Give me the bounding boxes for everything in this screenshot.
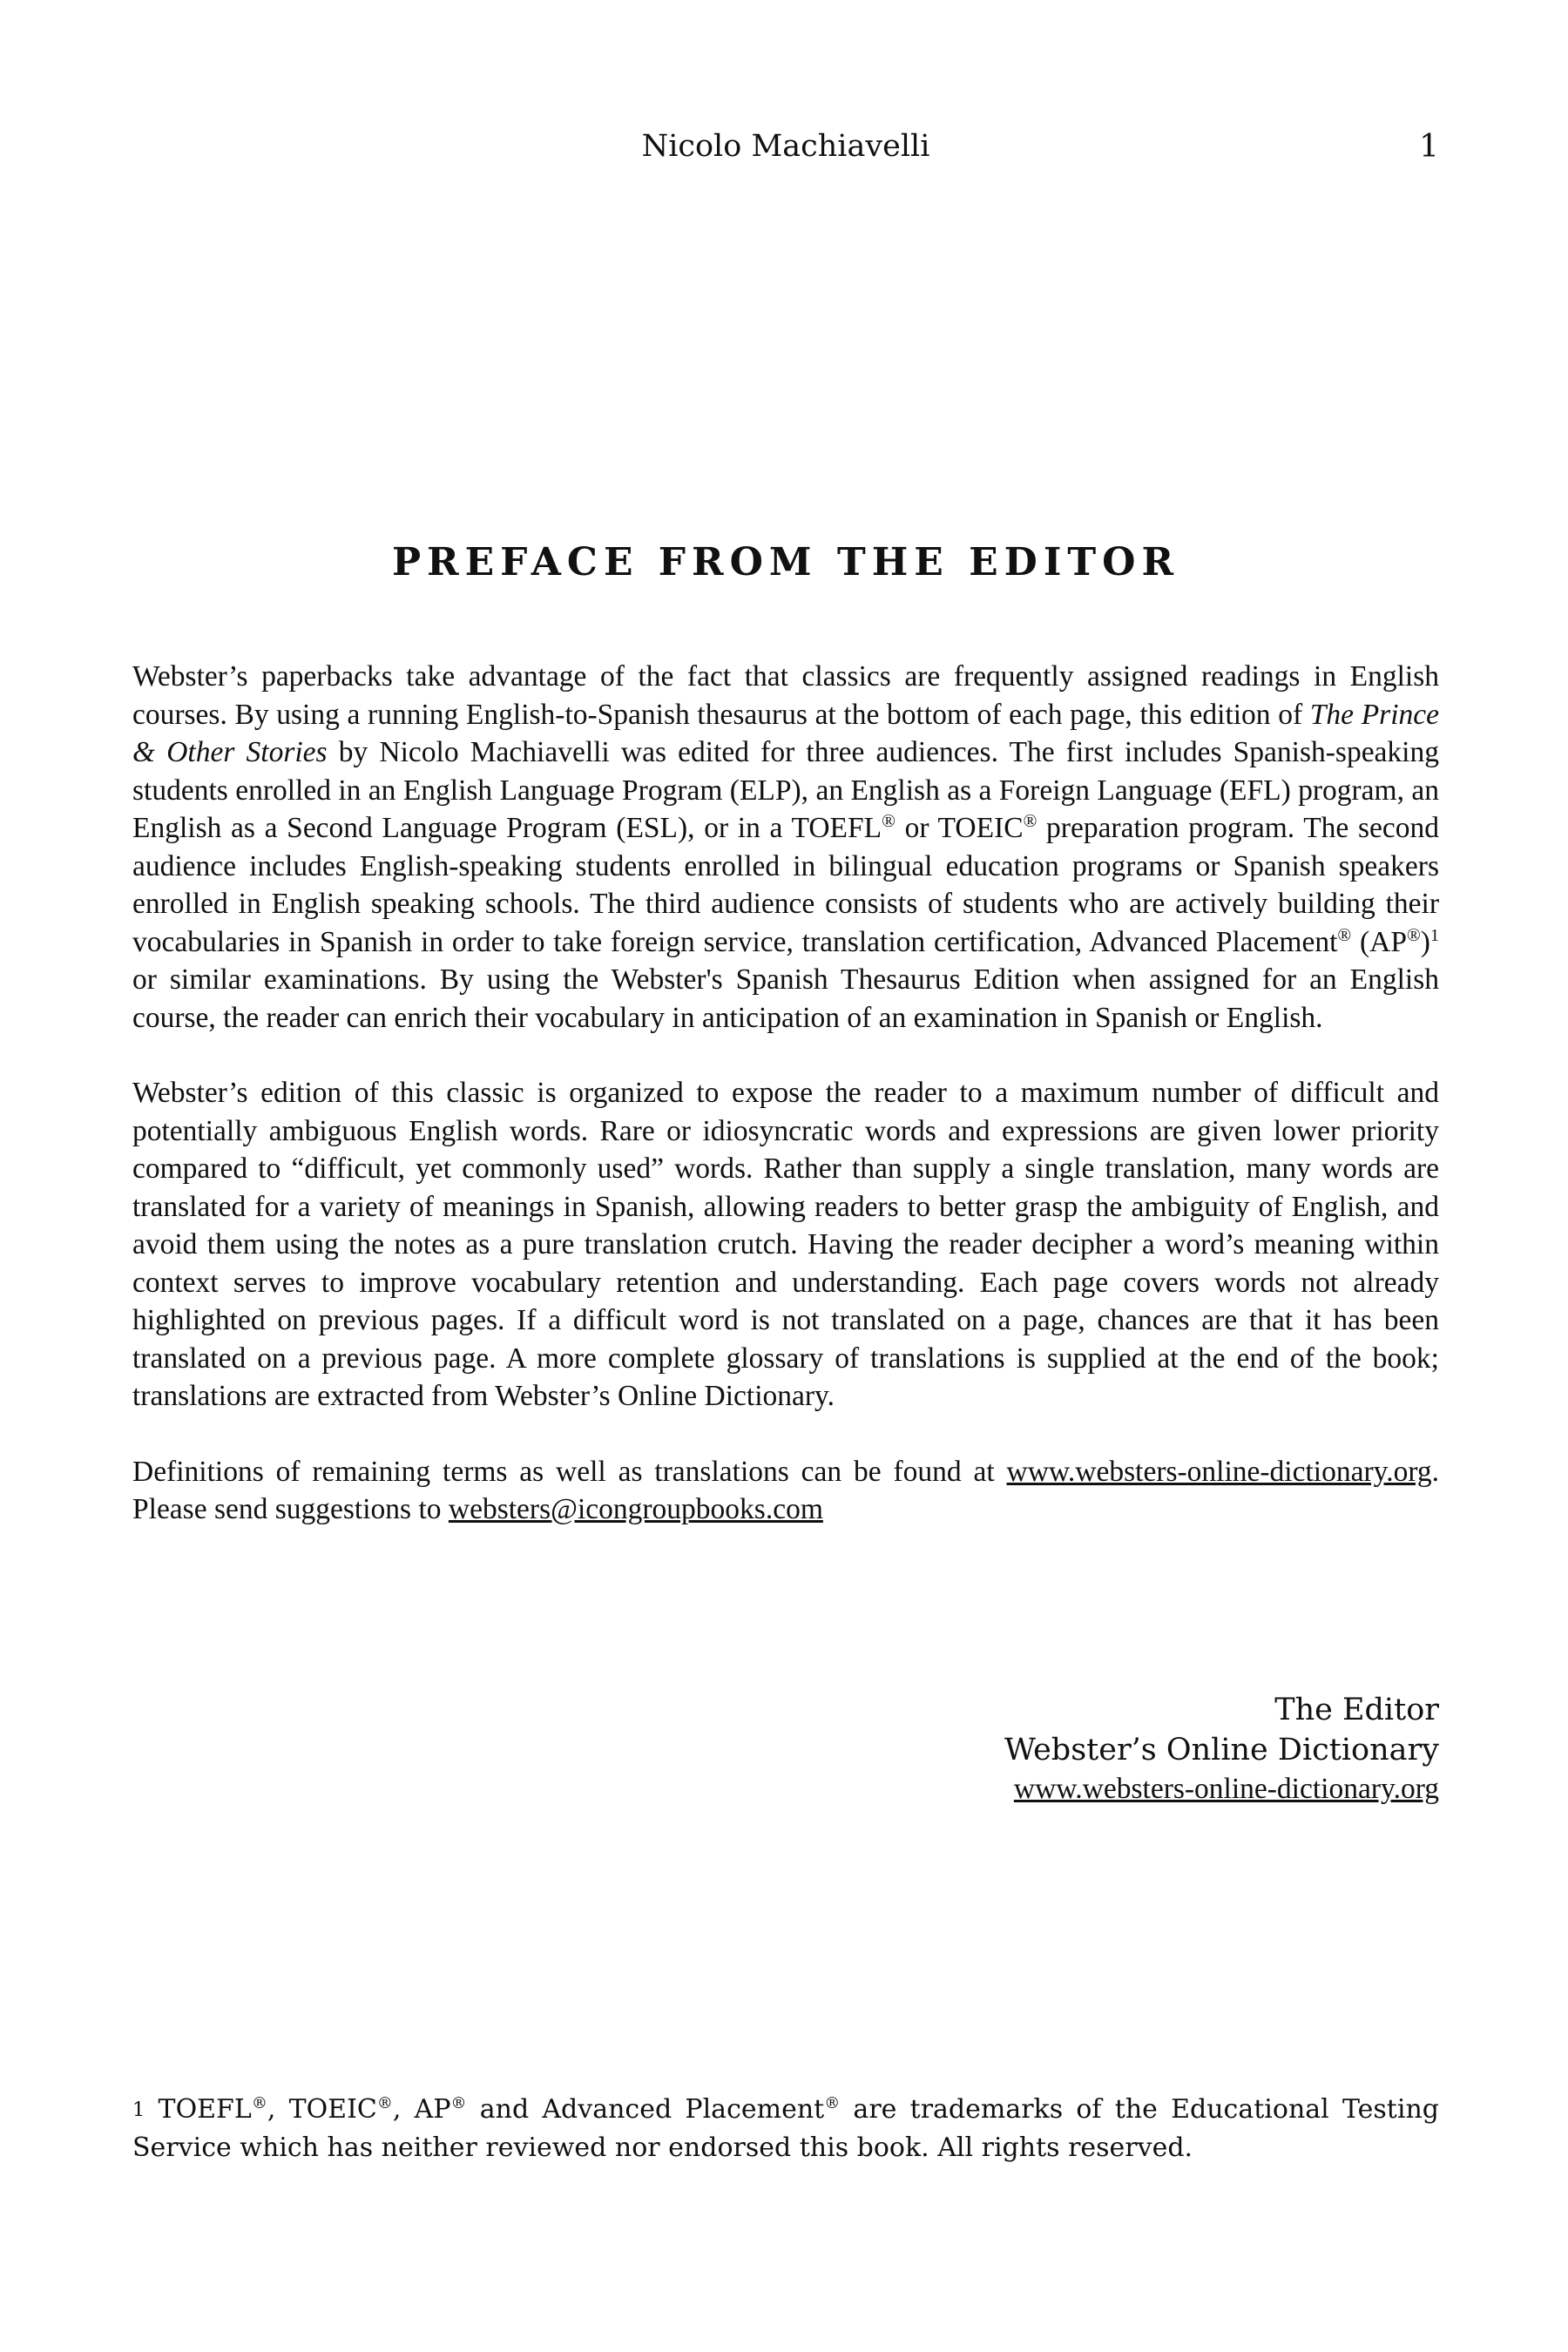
- registered-mark: ®: [376, 2094, 393, 2112]
- preface-body: [132, 658, 1439, 1566]
- p3-text-a: Definitions of remaining terms as well as translations can be found at: [132, 1455, 1007, 1488]
- p1-text-e: preparation program. The second audience includes English-speaking students enrolled in bilingual education programs or Spanish speakers enrolled in English speaking schools. The third audience consists of students who are actively building their vocabularies in Spanish in order to take foreign service, translation certification, Advanced Placement: [132, 812, 1439, 958]
- footnote-text-b: , TOEIC: [267, 2094, 377, 2125]
- p3-text-b: . Please send suggestions to: [132, 1455, 1439, 1525]
- p1-text-f: (AP: [1351, 925, 1408, 958]
- footnote-text-c: , AP: [392, 2094, 451, 2125]
- footnote-marker: 1: [132, 2099, 145, 2121]
- registered-mark: ®: [450, 2094, 467, 2112]
- p1-text-c: by Nicolo Machiavelli was edited for three audiences. The first includes Spanish-speaking students enrolled in an English Language Program (ELP), an English as a Foreign Language (EFL) program, an English as a Second Language Program (ESL), or in a TOEFL: [132, 736, 1439, 844]
- registered-mark: ®: [882, 810, 896, 831]
- p1-text-d: or TOEIC: [895, 812, 1024, 844]
- p1-text-h: or similar examinations. By using the Webster's Spanish Thesaurus Edition when assigned for an English course, the reader can enrich their vocabulary in anticipation of an examination in Spanish or English.: [132, 963, 1439, 1034]
- registered-mark: ®: [1407, 924, 1421, 945]
- p1-text-g: ): [1420, 925, 1430, 958]
- footnote-text-e: are trademarks of the Educational Testing Service which has neither reviewed nor endorsed this book. All rights reserved.: [132, 2094, 1439, 2163]
- paragraph-1: [132, 658, 1439, 1037]
- header-author: Nicolo Machiavelli: [641, 129, 930, 164]
- signature-editor: The Editor: [1274, 1693, 1439, 1727]
- footnote-text-d: and Advanced Placement: [466, 2094, 825, 2125]
- registered-mark: ®: [1337, 924, 1352, 945]
- dictionary-website-link[interactable]: www.websters-online-dictionary.org: [1006, 1455, 1432, 1488]
- footnote-reference[interactable]: 1: [1429, 925, 1439, 945]
- paragraph-2: Webster’s edition of this classic is organized to expose the reader to a maximum number of difficult and potentially ambiguous English words. Rare or idiosyncratic words and expressions are given lower priority compared to “difficult, yet commonly used” words. Rather than supply a single translation, many words are translated for a variety of meanings in Spanish, allowing readers to better grasp the ambiguity of English, and avoid them using the notes as a pure translation crutch. Having the reader decipher a word’s meaning within context serves to improve vocabulary retention and understanding. Each page covers words not already highlighted on previous pages. If a difficult word is not translated on a page, chances are that it has been translated on a previous page. A more complete glossary of translations is supplied at the end of the book; translations are extracted from Webster’s Online Dictionary.: [132, 1077, 1439, 1412]
- registered-mark: ®: [1023, 810, 1037, 831]
- signature-organization: Webster’s Online Dictionary: [1004, 1733, 1439, 1767]
- page-number: 1: [1419, 129, 1439, 165]
- page-title: PREFACE FROM THE EDITOR: [391, 540, 1180, 585]
- registered-mark: ®: [251, 2094, 267, 2112]
- footnote-text-a: TOEFL: [145, 2094, 252, 2125]
- editor-signature: [1004, 1690, 1439, 1808]
- registered-mark: ®: [824, 2094, 841, 2112]
- suggestions-email-link[interactable]: websters@icongroupbooks.com: [448, 1493, 823, 1525]
- p1-text-a: Webster’s paperbacks take advantage of the fact that classics are frequently assigned readings in English courses. By using a running English-to-Spanish thesaurus at the bottom of each page, this edition of: [132, 660, 1439, 731]
- footnote: [132, 2091, 1439, 2167]
- signature-website-link[interactable]: www.websters-online-dictionary.org: [1013, 1773, 1439, 1805]
- running-header: [132, 129, 1439, 172]
- book-title-italic: The Prince & Other Stories: [132, 698, 1440, 768]
- paragraph-3: [132, 1453, 1439, 1529]
